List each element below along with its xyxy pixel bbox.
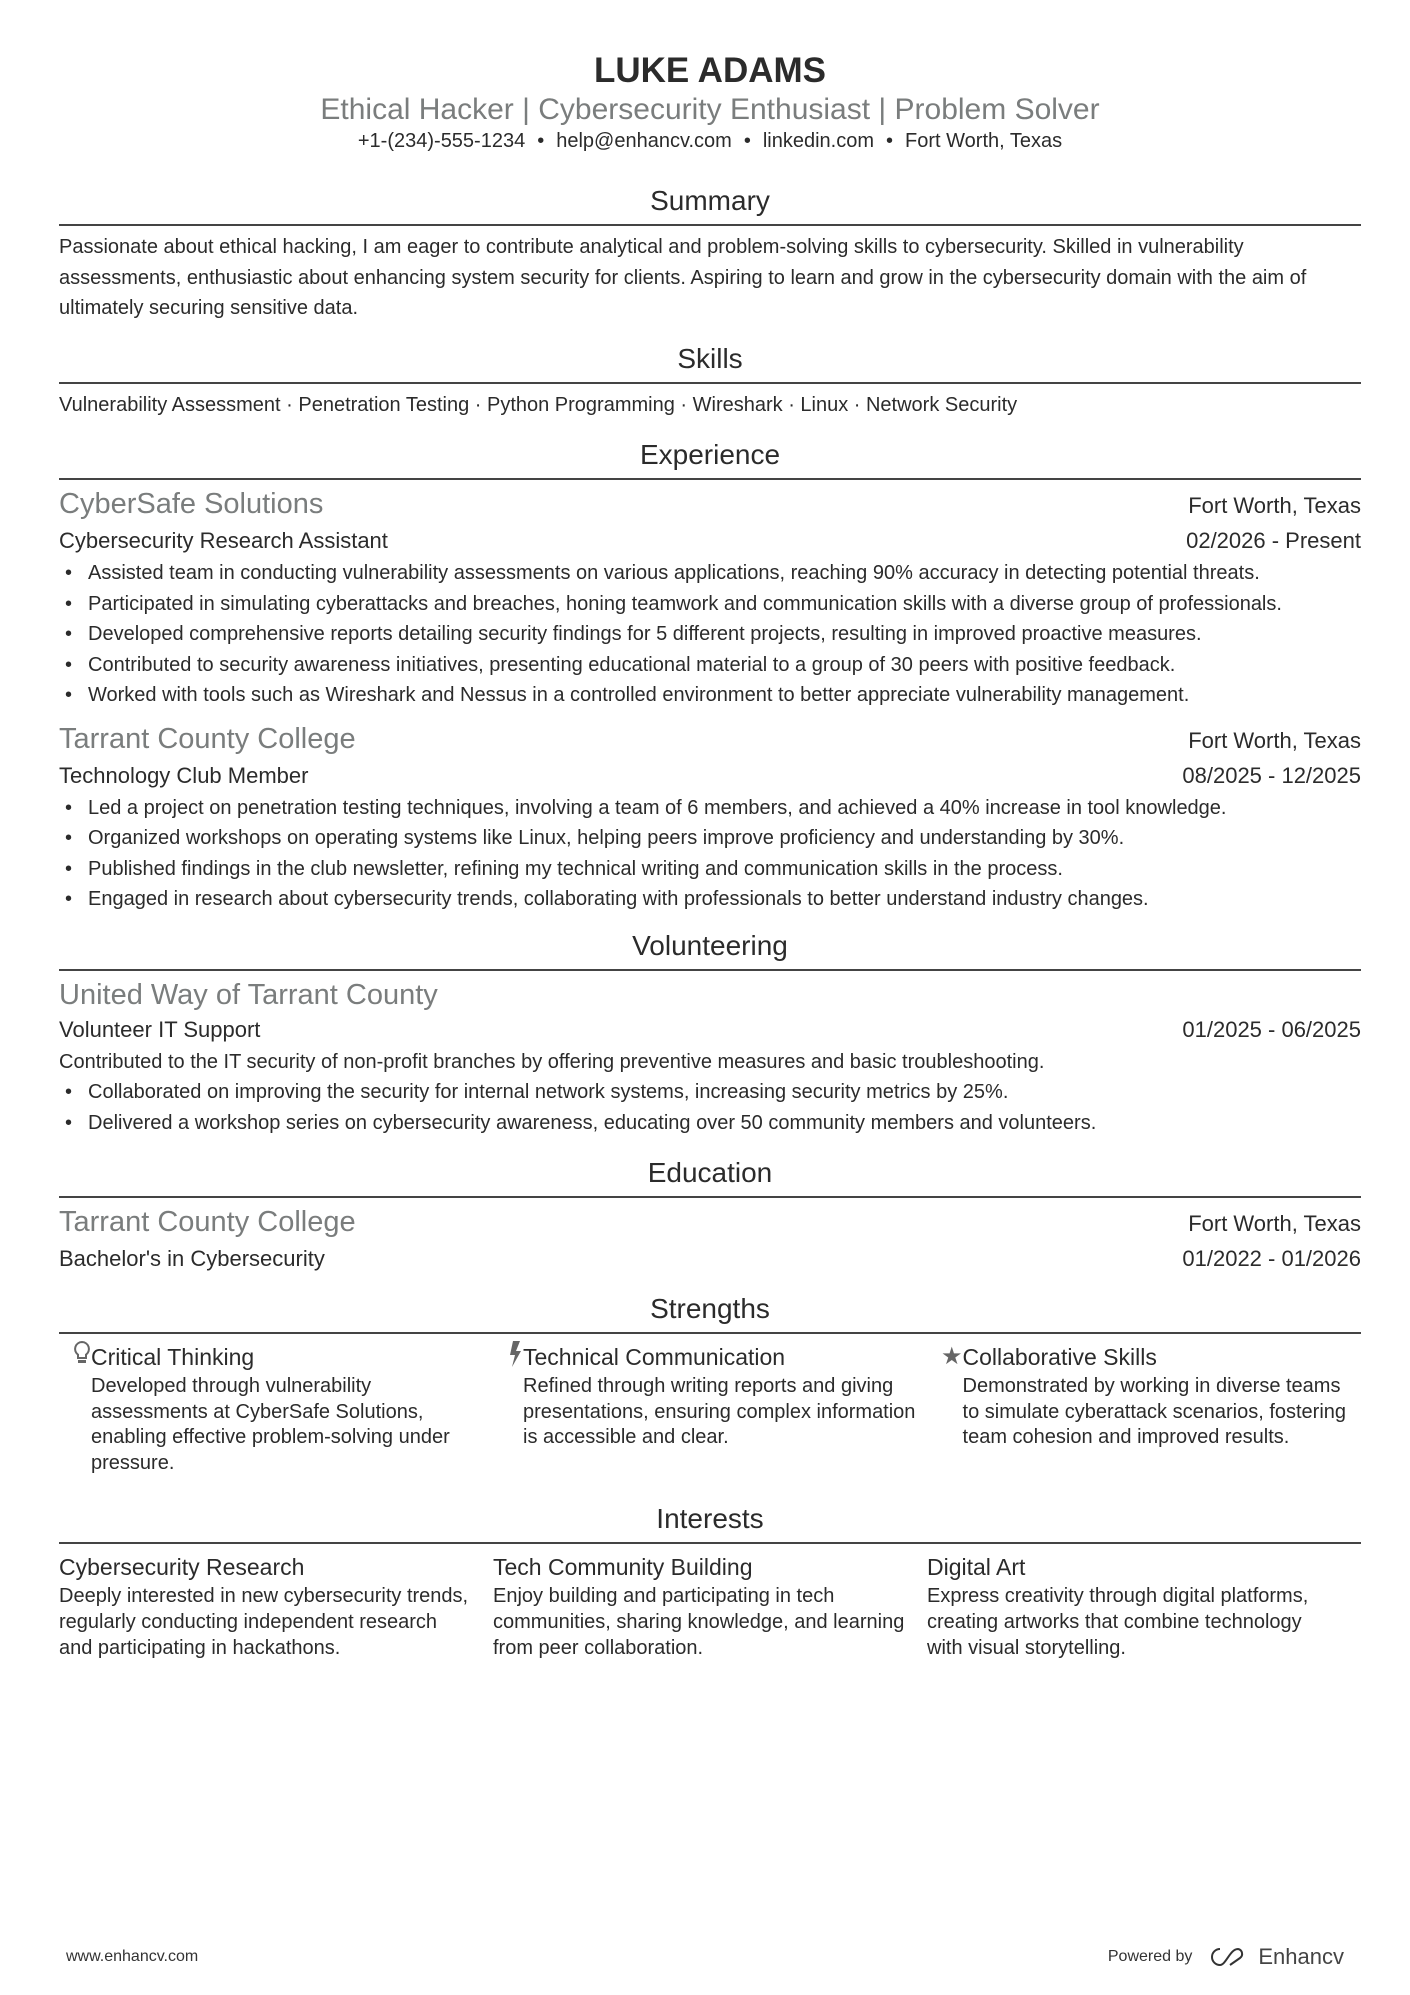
degree: Bachelor's in Cybersecurity [59, 1246, 325, 1271]
location: Fort Worth, Texas [1188, 727, 1361, 753]
strength-title: Critical Thinking [91, 1344, 255, 1370]
interest-item [493, 1550, 927, 1661]
dates: 08/2025 - 12/2025 [1182, 762, 1361, 788]
footer [66, 1944, 1344, 1970]
strength-item [927, 1340, 1361, 1476]
lightbulb-icon [59, 1340, 91, 1476]
strength-text: Demonstrated by working in diverse teams to simulate cyberattack scenarios, fostering team cohesion and improved results. [962, 1375, 1347, 1449]
strength-title: Collaborative Skills [962, 1344, 1157, 1370]
bullet: • Delivered a workshop series on cybersecurity awareness, educating over 50 community members and volunteers. [59, 1108, 1361, 1139]
interest-text: Enjoy building and participating in tech communities, sharing knowledge, and learning from peer collaboration. [493, 1585, 905, 1659]
powered-by: Powered by [1107, 1948, 1193, 1965]
divider [59, 1542, 1361, 1544]
interest-text: Express creativity through digital platforms, creating artworks that combine technology with visual storytelling. [927, 1585, 1309, 1659]
bullet: • Contributed to security awareness initiatives, presenting educational material to a group of 30 peers with positive feedback. [59, 650, 1361, 681]
dates: 01/2025 - 06/2025 [1182, 1016, 1361, 1042]
section-heading-interests: Interests [656, 1503, 764, 1535]
strength-title: Technical Communication [523, 1344, 786, 1370]
divider [59, 969, 1361, 971]
headline: Ethical Hacker | Cybersecurity Enthusiast | Problem Solver [320, 93, 1100, 126]
location: Fort Worth, Texas [1188, 493, 1361, 518]
interests-list [59, 1550, 1361, 1661]
bullet: • Collaborated on improving the security for internal network systems, increasing security metrics by 25%. [59, 1077, 1361, 1108]
dates: 02/2026 - Present [1186, 528, 1361, 553]
bullet: • Worked with tools such as Wireshark and Nessus in a controlled environment to better appreciate vulnerability management. [59, 680, 1361, 711]
bullet: • Organized workshops on operating systems like Linux, helping peers improve proficiency and understanding by 30%. [59, 823, 1361, 854]
enhancv-logo-icon [1206, 1945, 1250, 1969]
company: CyberSafe Solutions [59, 488, 324, 520]
bullet: • Published findings in the club newsletter, refining my technical writing and communication skills in the process. [59, 854, 1361, 885]
divider [59, 1196, 1361, 1198]
strength-text: Refined through writing reports and giving presentations, ensuring complex information is accessible and clear. [523, 1375, 916, 1449]
interest-title: Cybersecurity Research [59, 1554, 305, 1581]
resume [59, 0, 1361, 1661]
brand-name: Enhancv [1258, 1944, 1344, 1969]
interest-text: Deeply interested in new cybersecurity trends, regularly conducting independent research and participating in hackathons. [59, 1585, 469, 1659]
experience-entry [59, 486, 1361, 711]
location: Fort Worth, Texas [1188, 1211, 1361, 1236]
education-entry [59, 1204, 1361, 1276]
divider [59, 382, 1361, 384]
section-heading-education: Education [647, 1157, 773, 1188]
skills-list: Vulnerability Assessment · Penetration Testing · Python Programming · Wireshark · Linux · Network Security [59, 393, 1018, 416]
phone: +1-(234)-555-1234 [357, 130, 526, 152]
role: Technology Club Member [59, 762, 309, 788]
bullet: • Assisted team in conducting vulnerability assessments on various applications, reaching 90% accuracy in detecting potential threats. [59, 558, 1361, 589]
interest-title: Digital Art [927, 1554, 1026, 1581]
description: Contributed to the IT security of non-profit branches by offering preventive measures and basic troubleshooting. [59, 1050, 1045, 1073]
website-link[interactable]: www.enhancv.com [66, 1948, 199, 1965]
section-heading-strengths: Strengths [650, 1293, 770, 1324]
interest-title: Tech Community Building [493, 1554, 753, 1581]
linkedin[interactable]: linkedin.com [762, 130, 875, 152]
email[interactable]: help@enhancv.com [556, 130, 732, 152]
section-heading-experience: Experience [639, 439, 781, 470]
organization: United Way of Tarrant County [59, 978, 438, 1011]
divider [59, 478, 1361, 480]
contact-line: +1-(234)-555-1234 • help@enhancv.com • linkedin.com • Fort Worth, Texas [357, 130, 1063, 152]
section-heading-summary: Summary [650, 185, 770, 216]
role: Cybersecurity Research Assistant [59, 528, 388, 553]
school: Tarrant County College [59, 1206, 356, 1238]
interest-item [927, 1550, 1361, 1661]
section-heading-skills: Skills [677, 342, 743, 374]
star-icon: ★ [941, 1343, 963, 1370]
role: Volunteer IT Support [59, 1016, 261, 1042]
dates: 01/2022 - 01/2026 [1182, 1246, 1361, 1271]
strengths-list [59, 1340, 1361, 1476]
bullet: • Participated in simulating cyberattacks and breaches, honing teamwork and communication skills with a diverse group of professionals. [59, 589, 1361, 620]
divider [59, 224, 1361, 226]
lightning-icon [493, 1340, 523, 1476]
summary-text: Passionate about ethical hacking, I am eager to contribute analytical and problem-solving skills to cybersecurity. Skilled in vulnerability assessments, enthusiastic about enhancing system security for clients. Aspiring to learn and grow in the cybersecurity domain with the aim of ultimately securing sensitive data. [59, 236, 1307, 319]
experience-entry [59, 721, 1361, 915]
bullet: • Led a project on penetration testing techniques, involving a team of 6 members, and achieved a 40% increase in tool knowledge. [59, 793, 1361, 824]
strength-text: Developed through vulnerability assessments at CyberSafe Solutions, enabling effective problem-solving under pressure. [91, 1375, 450, 1474]
company: Tarrant County College [59, 722, 356, 755]
interest-item [59, 1550, 493, 1661]
strength-item [493, 1340, 927, 1476]
location: Fort Worth, Texas [905, 130, 1063, 152]
candidate-name: LUKE ADAMS [593, 51, 827, 90]
volunteering-entry [59, 977, 1361, 1139]
section-heading-volunteering: Volunteering [632, 929, 788, 961]
strength-item [59, 1340, 493, 1476]
bullet: • Engaged in research about cybersecurity trends, collaborating with professionals to better understand industry changes. [59, 884, 1361, 915]
enhancv-logo[interactable] [1206, 1944, 1344, 1970]
bullet: • Developed comprehensive reports detailing security findings for 5 different projects, resulting in improved proactive measures. [59, 619, 1361, 650]
divider [59, 1332, 1361, 1334]
